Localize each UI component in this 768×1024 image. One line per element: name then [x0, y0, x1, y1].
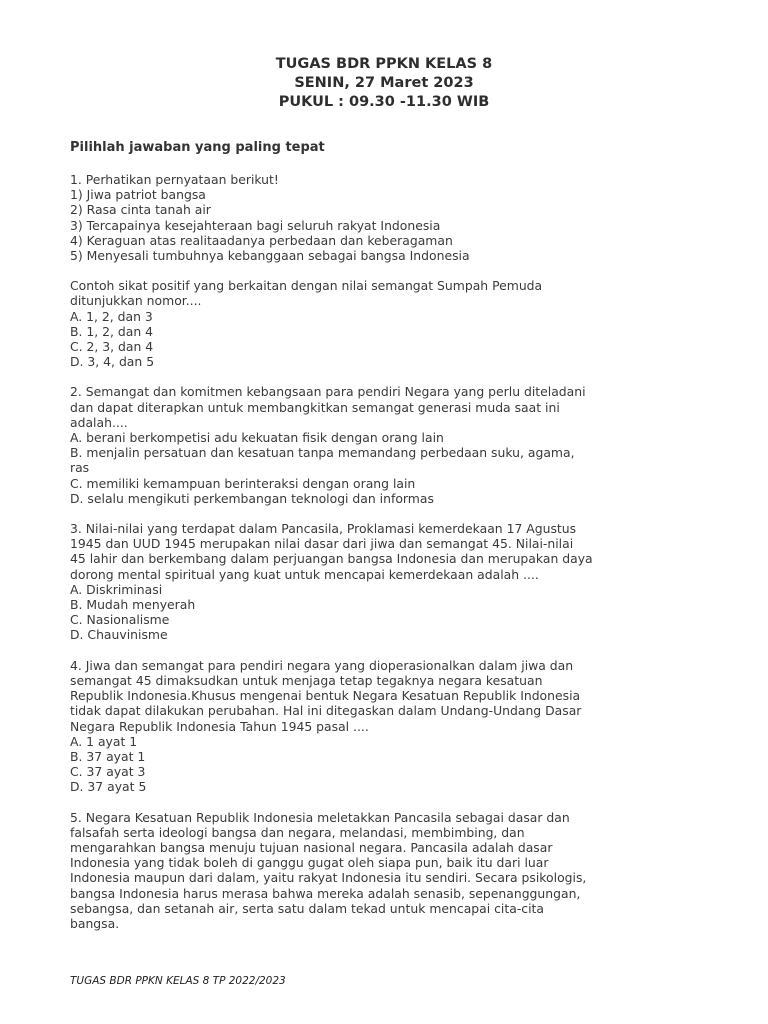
header-date: SENIN, 27 Maret 2023: [294, 75, 474, 91]
q3-stem-line: 45 lahir dan berkembang dalam perjuangan bangsa Indonesia dan merupakan daya: [70, 551, 593, 567]
q3-option: A. Diskriminasi: [70, 581, 163, 597]
q1-intro: 1. Perhatikan pernyataan berikut!: [70, 172, 279, 187]
q2-stem-line: dan dapat diterapkan untuk membangkitkan semangat generasi muda saat ini: [70, 399, 560, 415]
header-title: TUGAS BDR PPKN KELAS 8: [275, 56, 493, 72]
q1-stem-line: Contoh sikat positif yang berkaitan dengan nilai semangat Sumpah Pemuda: [70, 278, 543, 294]
q2-option: B. menjalin persatuan dan kesatuan tanpa memandang perbedaan suku, agama,: [70, 445, 575, 461]
document-page: [70, 55, 698, 931]
q1-statement: 5) Menyesali tumbuhnya kebanggaan sebagai bangsa Indonesia: [70, 248, 470, 264]
q4-stem-line: Republik Indonesia.Khusus mengenai bentuk Negara Kesatuan Republik Indonesia: [70, 688, 581, 704]
header-time: PUKUL : 09.30 -11.30 WIB: [278, 94, 490, 110]
q2-option: C. memiliki kemampuan berinteraksi dengan orang lain: [70, 475, 416, 491]
q1-statement: 1) Jiwa patriot bangsa: [70, 187, 206, 203]
q1-option: D. 3, 4, dan 5: [70, 354, 155, 370]
q5-stem-line: Indonesia yang tidak boleh di ganggu gugat oleh siapa pun, baik itu dari luar: [70, 855, 549, 871]
q1-option: C. 2, 3, dan 4: [70, 339, 154, 355]
q4-stem-line: 4. Jiwa dan semangat para pendiri negara yang dioperasionalkan dalam jiwa dan: [70, 657, 574, 673]
question-1-options: [70, 309, 698, 370]
q5-stem-line: 5. Negara Kesatuan Republik Indonesia meletakkan Pancasila sebagai dasar dan: [70, 809, 570, 825]
question-3: [70, 521, 698, 643]
q2-option-continuation: ras: [70, 460, 90, 476]
q4-stem-line: semangat 45 dimaksudkan untuk menjaga tetap tegaknya negara kesatuan: [70, 672, 543, 688]
q4-option: D. 37 ayat 5: [70, 779, 147, 795]
question-2: [70, 384, 698, 506]
q5-stem-line: bangsa Indonesia harus merasa bahwa mereka adalah senasib, sepenanggungan,: [70, 885, 581, 901]
q1-statement: 4) Keraguan atas realitaadanya perbedaan dan keberagaman: [70, 232, 453, 248]
q3-stem-line: dorong mental spiritual yang kuat untuk mencapai kemerdekaan adalah ....: [70, 566, 539, 582]
q2-option: A. berani berkompetisi adu kekuatan fisik dengan orang lain: [70, 430, 444, 446]
q3-option: B. Mudah menyerah: [70, 597, 196, 613]
q2-stem-line: 2. Semangat dan komitmen kebangsaan para pendiri Negara yang perlu diteladani: [70, 384, 586, 400]
q4-option: C. 37 ayat 3: [70, 764, 146, 780]
q3-stem-line: 1945 dan UUD 1945 merupakan nilai dasar dari jiwa dan semangat 45. Nilai-nilai: [70, 536, 574, 552]
question-4: [70, 658, 698, 795]
q3-option: D. Chauvinisme: [70, 627, 168, 643]
q5-stem-line: mengarahkan bangsa menuju tujuan nasional negara. Pancasila adalah dasar: [70, 839, 553, 855]
q5-stem-line: sebangsa, dan setanah air, serta satu dalam tekad untuk mencapai cita-cita: [70, 900, 545, 916]
instruction-text: Pilihlah jawaban yang paling tepat: [70, 140, 325, 155]
q2-option: D. selalu mengikuti perkembangan teknologi dan informas: [70, 490, 434, 506]
q5-stem-line: falsafah serta ideologi bangsa dan negara, melandasi, membimbing, dan: [70, 824, 525, 840]
q4-option: A. 1 ayat 1: [70, 733, 138, 749]
question-1-stem: [70, 278, 698, 308]
q1-option: A. 1, 2, dan 3: [70, 308, 153, 324]
q3-stem-line: 3. Nilai-nilai yang terdapat dalam Pancasila, Proklamasi kemerdekaan 17 Agustus: [70, 521, 577, 537]
q1-stem-line: ditunjukkan nomor....: [70, 293, 202, 309]
document-header: [70, 55, 698, 112]
q1-statement: 2) Rasa cinta tanah air: [70, 202, 211, 218]
question-5: [70, 810, 698, 932]
q1-option: B. 1, 2, dan 4: [70, 323, 154, 339]
q5-stem-line: bangsa.: [70, 915, 120, 931]
q5-stem-line: Indonesia maupun dari dalam, yaitu rakyat Indonesia itu sendiri. Secara psikologis,: [70, 870, 587, 886]
question-1: [70, 172, 698, 263]
page-footer: TUGAS BDR PPKN KELAS 8 TP 2022/2023: [70, 975, 286, 987]
q4-stem-line: Negara Republik Indonesia Tahun 1945 pasal ....: [70, 718, 369, 734]
q3-option: C. Nasionalisme: [70, 612, 170, 628]
q4-option: B. 37 ayat 1: [70, 748, 146, 764]
q4-stem-line: tidak dapat dilakukan perubahan. Hal ini ditegaskan dalam Undang-Undang Dasar: [70, 703, 582, 719]
q2-stem-line: adalah....: [70, 414, 128, 430]
q1-statement: 3) Tercapainya kesejahteraan bagi seluruh rakyat Indonesia: [70, 217, 441, 233]
